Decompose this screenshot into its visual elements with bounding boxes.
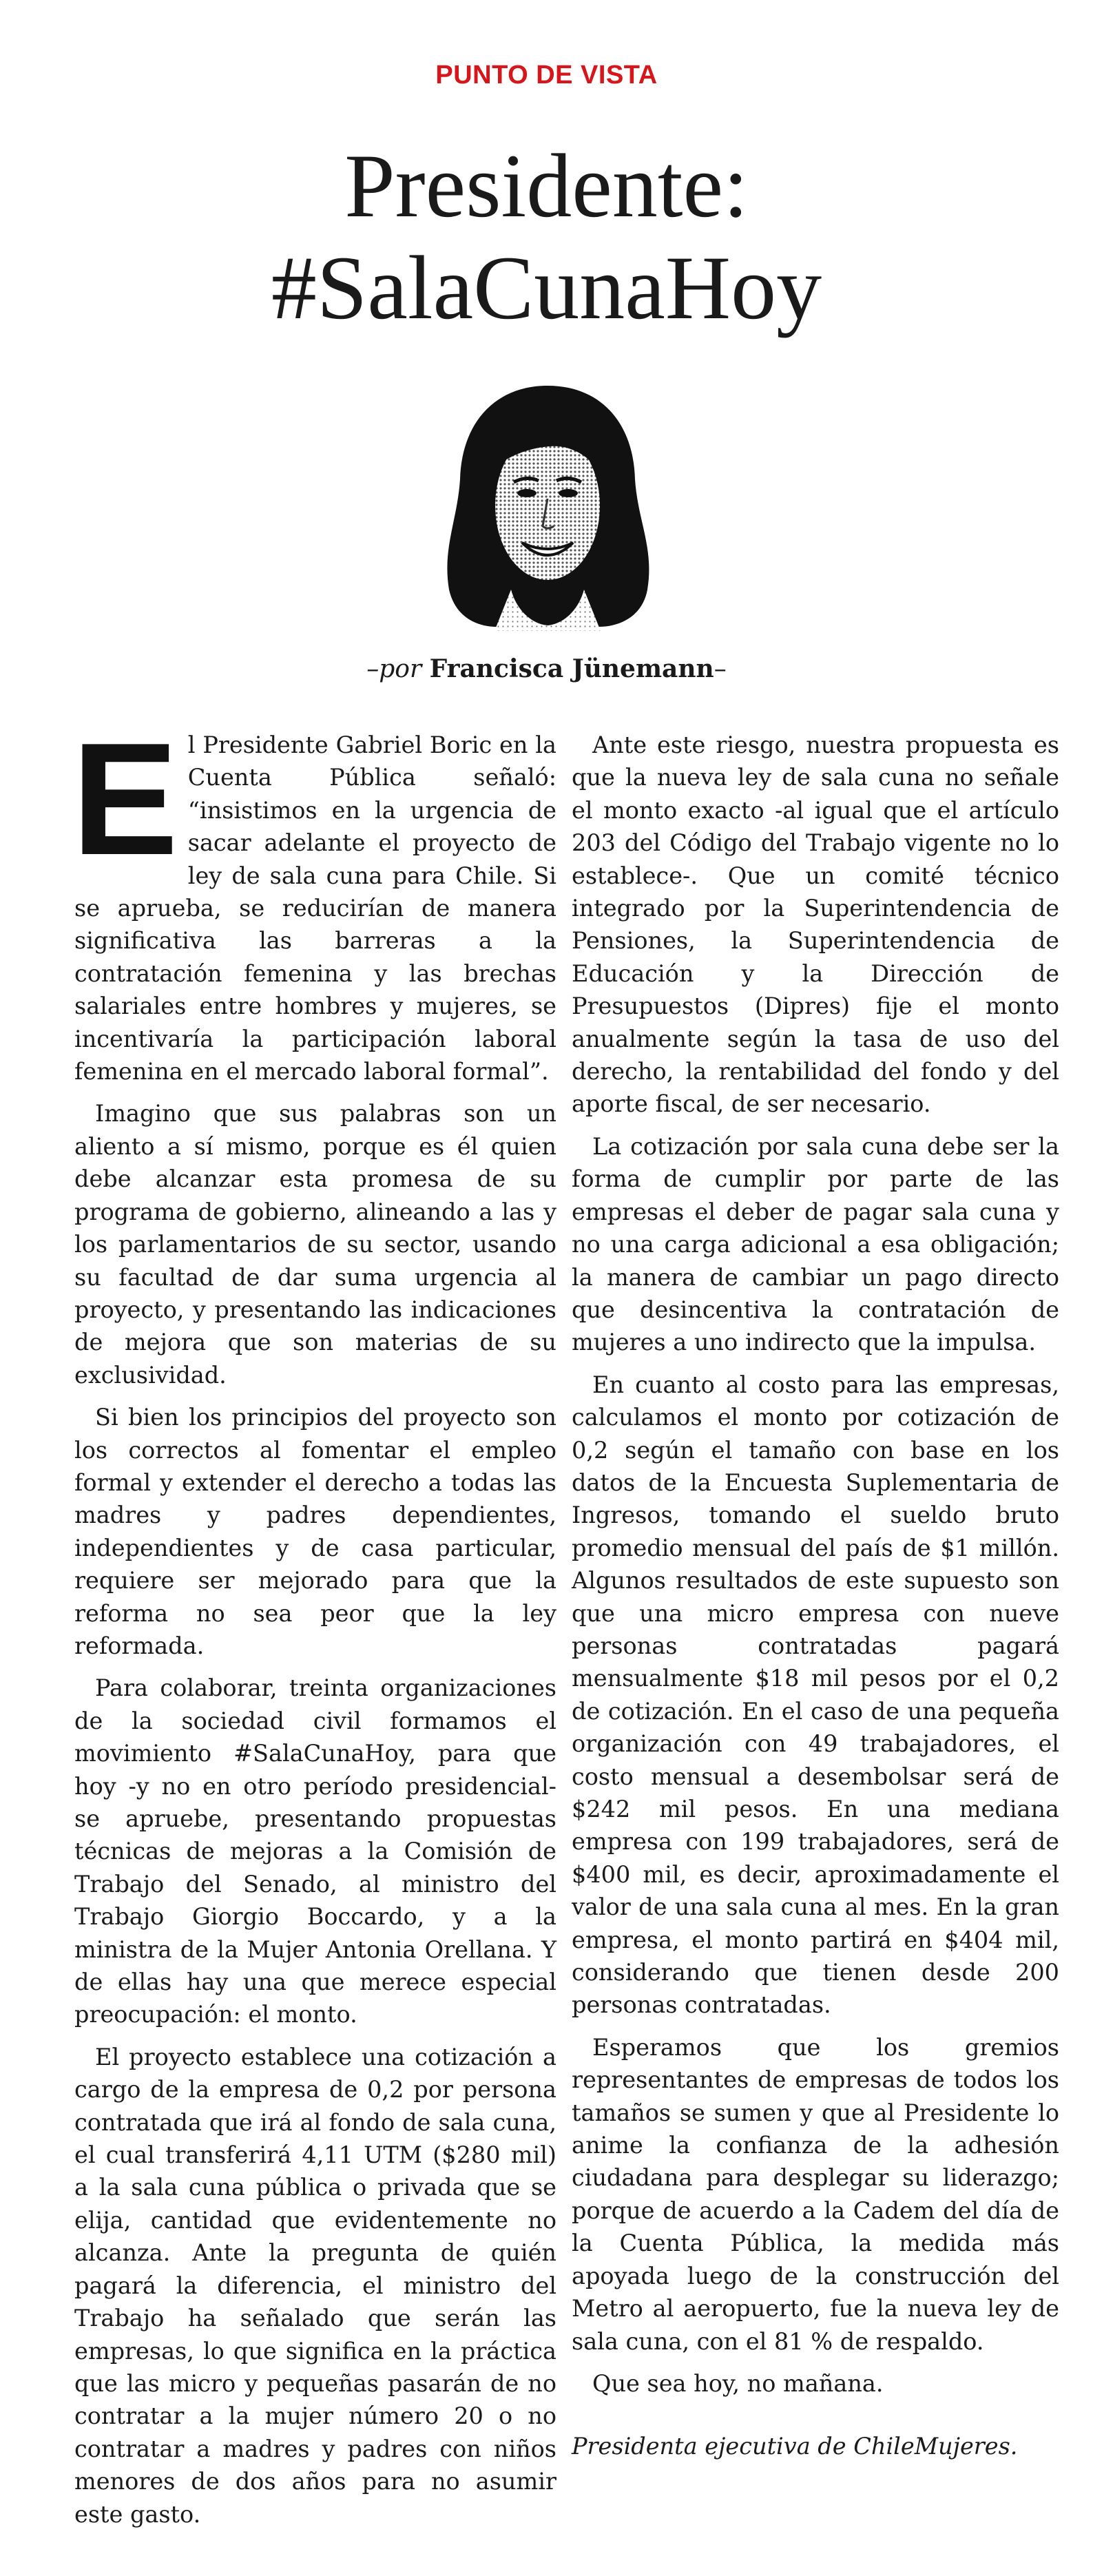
author-portrait: [428, 383, 667, 631]
article-paragraph: La cotización por sala cuna debe ser la forma de cumplir por parte de las empresas el deber de pagar sala cuna y no una carga adicional a esa obligación; la manera de cambiar un pago directo que desincentiva la contratación de mujeres a uno indirecto que la impulsa.: [572, 1132, 1059, 1356]
article-paragraph: Que sea hoy, no mañana.: [592, 2369, 884, 2397]
article-column-right: [572, 729, 1059, 2473]
article-paragraph: Ante este riesgo, nuestra propuesta es que la nueva ley de sala cuna no señale el monto exacto -al igual que el artículo 203 del Código del Trabajo vigente no lo establece-. Que un comité técnico integrado por la Superintendencia de Pensiones, la Superintendencia de Educación y la Dirección de Presupuestos (Dipres) fije el monto anualmente según la tasa de uso del derecho, la rentabilidad del fondo y del aporte fiscal, de ser necesario.: [572, 731, 1059, 1118]
article-paragraph: Si bien los principios del proyecto son los correctos al fomentar el empleo formal y extender el derecho a todas las madres y padres dependientes, independientes y de casa particular, requiere ser mejorado para que la reforma no sea peor que la ley reformada.: [74, 1404, 556, 1659]
article-paragraph: Esperamos que los gremios representantes de empresas de todos los tamaños se sumen y que al Presidente lo anime la confianza de la adhesión ciudadana para desplegar su liderazgo; porque de acuerdo a la Cadem del día de la Cuenta Pública, la medida más apoyada luego de la construcción del Metro al aeropuerto, fue la nueva ley de sala cuna, con el 81 % de respaldo.: [572, 2033, 1059, 2355]
section-label: PUNTO DE VISTA: [435, 61, 658, 90]
author-portrait-illustration: [428, 383, 667, 631]
article-paragraph: El proyecto establece una cotización a cargo de la empresa de 0,2 por persona contratada que irá al fondo de sala cuna, el cual transferirá 4,11 UTM ($280 mil) a la sala cuna pública o privada que se elija, cantidad que evidentemente no alcanza. Ante la pregunta de quién pagará la diferencia, el ministro del Trabajo ha señalado que serán las empresas, lo que significa en la práctica que las micro y pequeñas pasarán de no contratar a la mujer número 20 o no contratar a madres y padres con niños menores de dos años para no asumir este gasto.: [74, 2043, 556, 2528]
article-paragraph: En cuanto al costo para las empresas, calculamos el monto por cotización de 0,2 según el tamaño con base en los datos de la Encuesta Suplementaria de Ingresos, tomando el sueldo bruto promedio mensual del país de $1 millón. Algunos resultados de este supuesto son que una micro empresa con nueve personas contratadas pagará mensualmente $18 mil pesos por el 0,2 de cotización. En el caso de una pequeña organización con 49 trabajadores, el costo mensual a desembolsar será de $242 mil pesos. En una mediana empresa con 199 trabajadores, será de $400 mil, es decir, aproximadamente el valor de una sala cuna al mes. En la gran empresa, el monto partirá en $404 mil, considerando que tienen desde 200 personas contratadas.: [572, 1371, 1059, 2019]
headline: [0, 135, 1093, 339]
article-column-left: [72, 710, 556, 2540]
byline: [0, 654, 1093, 683]
article-paragraph: Para colaborar, treinta organizaciones de la sociedad civil formamos el movimiento #SalaCunaHoy, para que hoy -y no en otro período presidencial- se apruebe, presentando propuestas técnicas de mejoras a la Comisión de Trabajo del Senado, al ministro del Trabajo Giorgio Boccardo, y a la ministra de la Mujer Antonia Orellana. Y de ellas hay una que merece especial preocupación: el monto.: [74, 1674, 556, 2028]
drop-cap: E: [72, 710, 178, 889]
paragraph-text: l Presidente Gabriel Boric en la Cuenta Pública señaló: “insistimos en la urgencia de sacar adelante el proyecto de ley de sala cuna para Chile. Si se aprueba, se reducirían de manera significativa las barreras a la contratación femenina y las brechas salariales entre hombres y mujeres, se incentivaría la participación laboral femenina en el mercado laboral formal”.: [74, 731, 556, 1086]
author-signature: Presidenta ejecutiva de ChileMujeres.: [572, 2433, 1018, 2460]
byline-prefix: –por: [366, 655, 422, 683]
byline-suffix: –: [714, 655, 727, 683]
headline-line-2: #SalaCunaHoy: [271, 237, 822, 338]
byline-author: Francisca Jünemann: [429, 654, 714, 683]
article-paragraph: Imagino que sus palabras son un aliento a sí mismo, porque es él quien debe alcanzar esta promesa de su programa de gobierno, alineando a las y los parlamentarios de su sector, usando su facultad de dar suma urgencia al proyecto, y presentando las indicaciones de mejora que son materias de su exclusividad.: [74, 1100, 556, 1389]
article-paragraph: [72, 710, 556, 1088]
headline-line-1: Presidente:: [344, 135, 749, 236]
